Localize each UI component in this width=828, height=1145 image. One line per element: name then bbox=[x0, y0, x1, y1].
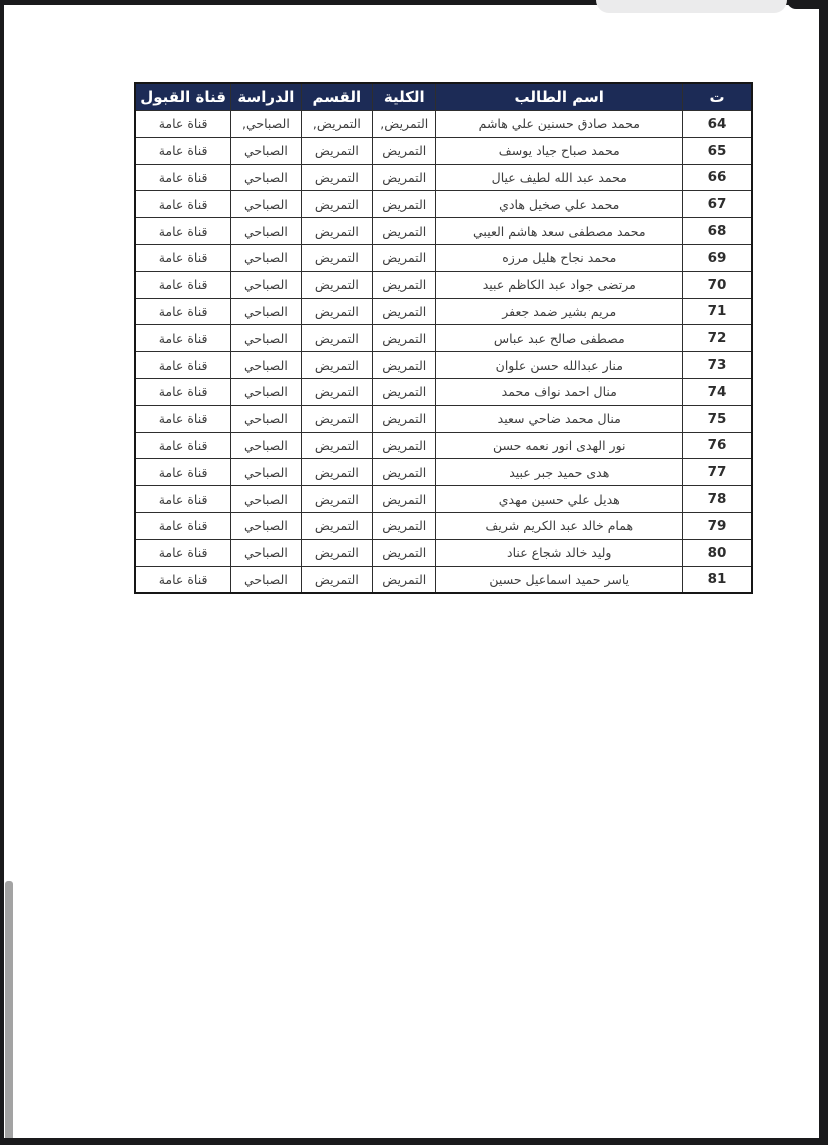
cell-channel: قناة عامة bbox=[135, 352, 231, 379]
cell-college: التمريض bbox=[373, 244, 436, 271]
cell-name: هديل علي حسين مهدي bbox=[436, 486, 683, 513]
table-row bbox=[135, 164, 752, 191]
cell-study: الصباحي bbox=[231, 378, 301, 405]
cell-dept: التمريض bbox=[301, 405, 372, 432]
cell-name: مصطفى صالح عبد عباس bbox=[436, 325, 683, 352]
cell-study: الصباحي bbox=[231, 566, 301, 593]
cell-college: التمريض bbox=[373, 378, 436, 405]
cell-study: الصباحي bbox=[231, 218, 301, 245]
cell-channel: قناة عامة bbox=[135, 111, 231, 138]
cell-channel: قناة عامة bbox=[135, 164, 231, 191]
cell-study: الصباحي bbox=[231, 352, 301, 379]
table-row bbox=[135, 191, 752, 218]
cell-channel: قناة عامة bbox=[135, 539, 231, 566]
cell-study: الصباحي bbox=[231, 191, 301, 218]
cell-no: 70 bbox=[683, 271, 752, 298]
table-row bbox=[135, 566, 752, 593]
cell-dept: التمريض bbox=[301, 325, 372, 352]
cell-name: محمد عبد الله لطيف عيال bbox=[436, 164, 683, 191]
cell-study: الصباحي bbox=[231, 432, 301, 459]
cell-college: التمريض bbox=[373, 512, 436, 539]
table-row bbox=[135, 325, 752, 352]
cell-name: مريم بشير ضمد جعفر bbox=[436, 298, 683, 325]
cell-channel: قناة عامة bbox=[135, 244, 231, 271]
cell-no: 73 bbox=[683, 352, 752, 379]
table-row bbox=[135, 244, 752, 271]
cell-dept: التمريض bbox=[301, 271, 372, 298]
cell-no: 79 bbox=[683, 512, 752, 539]
cell-channel: قناة عامة bbox=[135, 137, 231, 164]
cell-name: وليد خالد شجاع عناد bbox=[436, 539, 683, 566]
cell-study: الصباحي bbox=[231, 325, 301, 352]
cell-college: التمريض bbox=[373, 218, 436, 245]
cell-name: محمد مصطفى سعد هاشم العيبي bbox=[436, 218, 683, 245]
column-header-name: اسم الطالب bbox=[436, 83, 683, 111]
table-row bbox=[135, 432, 752, 459]
cell-college: التمريض bbox=[373, 432, 436, 459]
cell-channel: قناة عامة bbox=[135, 218, 231, 245]
cell-channel: قناة عامة bbox=[135, 566, 231, 593]
cell-dept: التمريض bbox=[301, 512, 372, 539]
cell-study: الصباحي bbox=[231, 244, 301, 271]
cell-name: منار عبدالله حسن علوان bbox=[436, 352, 683, 379]
cell-college: التمريض, bbox=[373, 111, 436, 138]
cell-no: 67 bbox=[683, 191, 752, 218]
cell-no: 72 bbox=[683, 325, 752, 352]
students-table bbox=[134, 82, 753, 594]
table-row bbox=[135, 539, 752, 566]
cell-college: التمريض bbox=[373, 566, 436, 593]
column-header-study: الدراسة bbox=[231, 83, 301, 111]
cell-college: التمريض bbox=[373, 137, 436, 164]
cell-college: التمريض bbox=[373, 271, 436, 298]
column-header-college: الكلية bbox=[373, 83, 436, 111]
cell-name: ياسر حميد اسماعيل حسين bbox=[436, 566, 683, 593]
table-row bbox=[135, 378, 752, 405]
cell-college: التمريض bbox=[373, 325, 436, 352]
cell-dept: التمريض bbox=[301, 539, 372, 566]
cell-name: مرتضى جواد عبد الكاظم عبيد bbox=[436, 271, 683, 298]
document-page bbox=[4, 5, 819, 1138]
cell-name: همام خالد عبد الكريم شريف bbox=[436, 512, 683, 539]
cell-no: 64 bbox=[683, 111, 752, 138]
cell-name: محمد نجاح هليل مرزه bbox=[436, 244, 683, 271]
cell-name: نور الهدى انور نعمه حسن bbox=[436, 432, 683, 459]
cell-name: هدى حميد جبر عبيد bbox=[436, 459, 683, 486]
cell-no: 81 bbox=[683, 566, 752, 593]
cell-study: الصباحي bbox=[231, 512, 301, 539]
cell-channel: قناة عامة bbox=[135, 191, 231, 218]
cell-channel: قناة عامة bbox=[135, 512, 231, 539]
cell-no: 69 bbox=[683, 244, 752, 271]
table-header bbox=[135, 83, 752, 111]
scrollbar-thumb[interactable] bbox=[5, 881, 13, 1138]
table-row bbox=[135, 405, 752, 432]
cell-channel: قناة عامة bbox=[135, 378, 231, 405]
cell-study: الصباحي bbox=[231, 137, 301, 164]
cell-college: التمريض bbox=[373, 459, 436, 486]
cell-college: التمريض bbox=[373, 405, 436, 432]
table-row bbox=[135, 111, 752, 138]
cell-dept: التمريض bbox=[301, 218, 372, 245]
cell-study: الصباحي bbox=[231, 298, 301, 325]
cell-no: 75 bbox=[683, 405, 752, 432]
cell-dept: التمريض bbox=[301, 164, 372, 191]
cell-no: 71 bbox=[683, 298, 752, 325]
header-row bbox=[135, 83, 752, 111]
cell-no: 77 bbox=[683, 459, 752, 486]
cell-dept: التمريض bbox=[301, 137, 372, 164]
cell-dept: التمريض bbox=[301, 191, 372, 218]
cell-study: الصباحي bbox=[231, 405, 301, 432]
cell-dept: التمريض bbox=[301, 432, 372, 459]
table-row bbox=[135, 218, 752, 245]
cell-no: 68 bbox=[683, 218, 752, 245]
cell-dept: التمريض bbox=[301, 244, 372, 271]
cell-no: 65 bbox=[683, 137, 752, 164]
cell-college: التمريض bbox=[373, 539, 436, 566]
column-header-channel: قناة القبول bbox=[135, 83, 231, 111]
cell-no: 80 bbox=[683, 539, 752, 566]
cell-name: محمد صادق حسنين علي هاشم bbox=[436, 111, 683, 138]
cell-college: التمريض bbox=[373, 298, 436, 325]
table-row bbox=[135, 512, 752, 539]
table-row bbox=[135, 271, 752, 298]
cell-college: التمريض bbox=[373, 191, 436, 218]
table-row bbox=[135, 298, 752, 325]
cell-dept: التمريض bbox=[301, 298, 372, 325]
cell-dept: التمريض bbox=[301, 378, 372, 405]
cell-channel: قناة عامة bbox=[135, 271, 231, 298]
cell-name: منال محمد ضاحي سعيد bbox=[436, 405, 683, 432]
cell-name: محمد علي صخيل هادي bbox=[436, 191, 683, 218]
table-row bbox=[135, 486, 752, 513]
cell-channel: قناة عامة bbox=[135, 432, 231, 459]
cell-no: 74 bbox=[683, 378, 752, 405]
cell-study: الصباحي bbox=[231, 459, 301, 486]
cell-study: الصباحي bbox=[231, 539, 301, 566]
cell-study: الصباحي, bbox=[231, 111, 301, 138]
cell-dept: التمريض bbox=[301, 566, 372, 593]
column-header-dept: القسم bbox=[301, 83, 372, 111]
column-header-no: ت bbox=[683, 83, 752, 111]
cell-channel: قناة عامة bbox=[135, 486, 231, 513]
cell-dept: التمريض bbox=[301, 459, 372, 486]
cell-no: 76 bbox=[683, 432, 752, 459]
frame-corner-top-right bbox=[787, 0, 828, 9]
floating-toolbar-pill[interactable] bbox=[596, 0, 787, 13]
cell-dept: التمريض bbox=[301, 486, 372, 513]
cell-study: الصباحي bbox=[231, 164, 301, 191]
cell-channel: قناة عامة bbox=[135, 325, 231, 352]
cell-no: 66 bbox=[683, 164, 752, 191]
cell-college: التمريض bbox=[373, 164, 436, 191]
table-row bbox=[135, 137, 752, 164]
table-row bbox=[135, 459, 752, 486]
cell-channel: قناة عامة bbox=[135, 459, 231, 486]
cell-channel: قناة عامة bbox=[135, 298, 231, 325]
cell-dept: التمريض bbox=[301, 352, 372, 379]
table-body bbox=[135, 111, 752, 594]
cell-college: التمريض bbox=[373, 486, 436, 513]
table-row bbox=[135, 352, 752, 379]
cell-name: محمد صباح جياد يوسف bbox=[436, 137, 683, 164]
cell-study: الصباحي bbox=[231, 486, 301, 513]
cell-channel: قناة عامة bbox=[135, 405, 231, 432]
cell-dept: التمريض, bbox=[301, 111, 372, 138]
cell-study: الصباحي bbox=[231, 271, 301, 298]
cell-no: 78 bbox=[683, 486, 752, 513]
cell-college: التمريض bbox=[373, 352, 436, 379]
cell-name: منال احمد نواف محمد bbox=[436, 378, 683, 405]
